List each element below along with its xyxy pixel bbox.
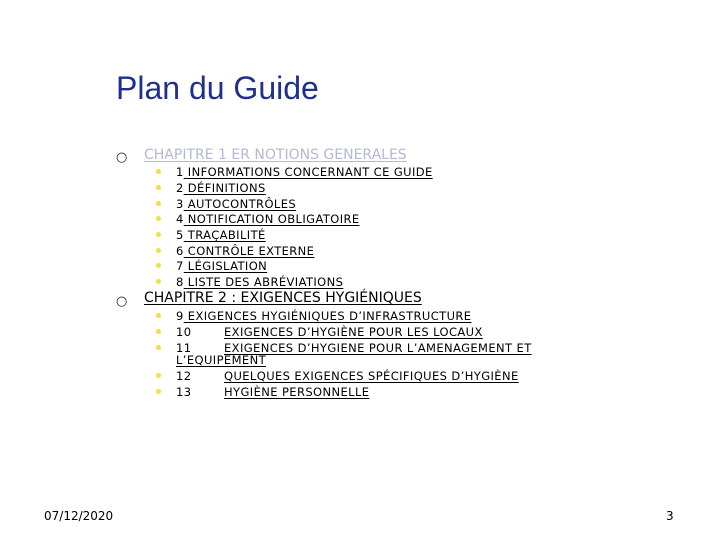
bullet-icon [156,373,161,378]
bullet-icon [156,263,161,268]
bullet-icon [156,329,161,334]
bullet-icon [156,201,161,206]
bullet-icon [156,185,161,190]
bullet-icon [156,169,161,174]
toc-item-11[interactable]: 11 EXIGENCES D’HYGIENE POUR L’AMENAGEMENT ET [176,341,532,355]
toc-item-11-continuation[interactable]: L’EQUIPEMENT [176,353,267,367]
bullet-icon [156,279,161,284]
chapter-2-heading: CHAPITRE 2 : EXIGENCES HYGIÉNIQUES [144,290,422,306]
footer-date: 07/12/2020 [44,509,114,523]
page-number: 3 [666,509,674,523]
toc-item-4[interactable]: 4 NOTIFICATION OBLIGATOIRE [176,212,360,226]
bullet-icon [156,216,161,221]
toc-item-13[interactable]: 13 HYGIÈNE PERSONNELLE [176,385,370,399]
chapter-1-heading: CHAPITRE 1 ER NOTIONS GENERALES [144,147,407,163]
toc-item-3[interactable]: 3 AUTOCONTRÔLES [176,197,297,211]
bullet-icon [156,389,161,394]
bullet-icon [156,248,161,253]
toc-item-9[interactable]: 9 EXIGENCES HYGIÉNIQUES D’INFRASTRUCTURE [176,309,472,323]
toc-item-2[interactable]: 2 DÉFINITIONS [176,181,266,195]
toc-item-1[interactable]: 1 INFORMATIONS CONCERNANT CE GUIDE [176,165,433,179]
bullet-icon [156,345,161,350]
toc-item-10[interactable]: 10 EXIGENCES D’HYGIÈNE POUR LES LOCAUX [176,325,483,339]
slide-title: Plan du Guide [116,70,319,106]
bullet-icon [156,313,161,318]
bullet-icon [156,232,161,237]
toc-item-6[interactable]: 6 CONTRÔLE EXTERNE [176,244,315,258]
circle-bullet-icon: ○ [116,294,128,309]
toc-item-7[interactable]: 7 LÉGISLATION [176,259,268,273]
circle-bullet-icon: ○ [116,150,128,165]
toc-item-5[interactable]: 5 TRAÇABILITÉ [176,228,266,242]
toc-item-8[interactable]: 8 LISTE DES ABRÉVIATIONS [176,275,344,289]
toc-item-12[interactable]: 12 QUELQUES EXIGENCES SPÉCIFIQUES D’HYGIÈNE [176,369,519,383]
